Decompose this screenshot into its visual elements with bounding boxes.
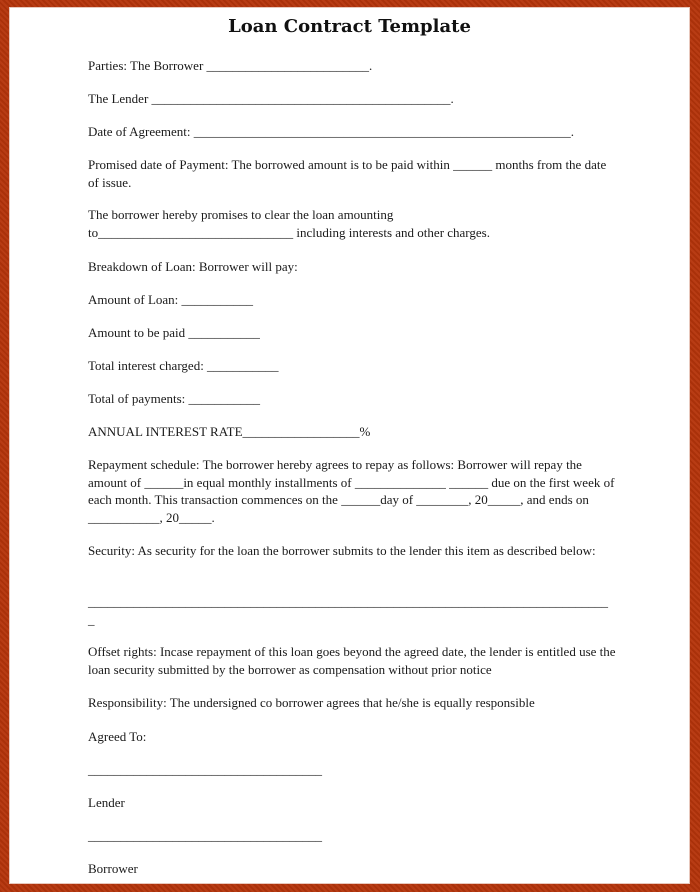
lender-signature-line: ____________________________________ bbox=[88, 762, 322, 777]
lender-line: The Lender ______________________________________________. bbox=[88, 91, 454, 106]
security-blank-line: ________________________________________________________________________________ _ bbox=[88, 594, 608, 627]
promise-paragraph: The borrower hereby promises to clear the loan amounting to______________________________ including interests and other charges. bbox=[88, 207, 490, 240]
borrower-signature-line: ____________________________________ bbox=[88, 828, 322, 843]
amount-of-loan-line: Amount of Loan: ___________ bbox=[88, 292, 254, 307]
total-interest-line: Total interest charged: ___________ bbox=[88, 358, 279, 373]
promised-date-paragraph: Promised date of Payment: The borrowed amount is to be paid within ______ months from the date of issue. bbox=[88, 157, 610, 190]
repayment-schedule-paragraph: Repayment schedule: The borrower hereby agrees to repay as follows: Borrower will repay the amount of ______in equal monthly installments of ______________ ______ due on the first week of each month. This transaction commences on the ______day of ________, 20_____, and ends on ___________, 20_____. bbox=[88, 457, 618, 525]
security-paragraph: Security: As security for the loan the borrower submits to the lender this item as described below: bbox=[88, 543, 596, 558]
breakdown-heading: Breakdown of Loan: Borrower will pay: bbox=[88, 259, 298, 274]
parties-line: Parties: The Borrower _________________________. bbox=[88, 58, 373, 73]
date-of-agreement-line: Date of Agreement: __________________________________________________________. bbox=[88, 124, 575, 139]
borrower-label: Borrower bbox=[88, 861, 138, 876]
total-payments-line: Total of payments: ___________ bbox=[88, 391, 261, 406]
lender-label: Lender bbox=[88, 795, 125, 810]
amount-to-be-paid-line: Amount to be paid ___________ bbox=[88, 325, 260, 340]
document-title: Loan Contract Template bbox=[228, 16, 471, 37]
agreed-to-label: Agreed To: bbox=[88, 729, 147, 744]
document-page bbox=[9, 7, 690, 884]
annual-interest-rate-line: ANNUAL INTEREST RATE__________________% bbox=[88, 424, 371, 439]
offset-rights-paragraph: Offset rights: Incase repayment of this loan goes beyond the agreed date, the lender is entitled use the loan security submitted by the borrower as compensation without prior notice bbox=[88, 644, 619, 677]
responsibility-paragraph: Responsibility: The undersigned co borrower agrees that he/she is equally responsible bbox=[88, 695, 535, 710]
